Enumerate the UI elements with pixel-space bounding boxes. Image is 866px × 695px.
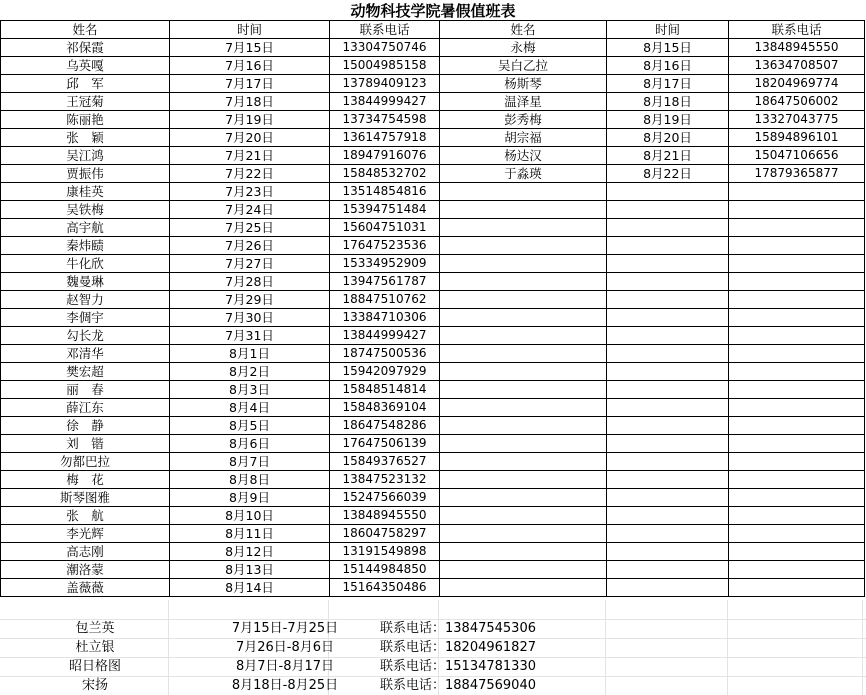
leader-phone: 联系电话：13847545306 [380, 621, 536, 636]
duty-phone-cell: 13789409123 [330, 75, 440, 93]
empty-cell [729, 183, 865, 201]
empty-cell [440, 399, 607, 417]
table-row [1, 561, 865, 579]
empty-cell [440, 471, 607, 489]
empty-cell [729, 219, 865, 237]
leader-row [0, 676, 866, 695]
sheet-title: 动物科技学院暑假值班表 [350, 2, 516, 20]
duty-name-cell: 张 颖 [1, 129, 170, 147]
duty-phone-cell: 13848945550 [330, 507, 440, 525]
leader-phone: 联系电话：15134781330 [380, 659, 536, 674]
empty-cell [440, 309, 607, 327]
duty-date-cell: 7月15日 [170, 39, 330, 57]
empty-cell [607, 219, 729, 237]
empty-cell [729, 435, 865, 453]
duty-name-cell: 高宇航 [1, 219, 170, 237]
duty-date-cell: 7月18日 [170, 93, 330, 111]
table-row [1, 75, 865, 93]
duty-phone-cell-right: 18204969774 [729, 75, 865, 93]
duty-date-cell: 8月4日 [170, 399, 330, 417]
empty-cell [440, 237, 607, 255]
duty-date-cell: 8月5日 [170, 417, 330, 435]
duty-date-cell: 8月10日 [170, 507, 330, 525]
empty-cell [607, 543, 729, 561]
duty-date-cell: 7月28日 [170, 273, 330, 291]
duty-date-cell-right: 8月20日 [607, 129, 729, 147]
duty-phone-cell: 18747500536 [330, 345, 440, 363]
duty-name-cell: 李倜宇 [1, 309, 170, 327]
empty-cell [729, 273, 865, 291]
duty-name-cell: 勾长龙 [1, 327, 170, 345]
duty-name-cell: 牛化欣 [1, 255, 170, 273]
duty-date-cell: 7月30日 [170, 309, 330, 327]
duty-date-cell: 8月6日 [170, 435, 330, 453]
duty-date-cell-right: 8月22日 [607, 165, 729, 183]
duty-date-cell: 7月22日 [170, 165, 330, 183]
leader-row [0, 619, 866, 638]
duty-name-cell: 张 航 [1, 507, 170, 525]
duty-name-cell: 秦炜赜 [1, 237, 170, 255]
empty-cell [607, 435, 729, 453]
empty-cell [440, 201, 607, 219]
duty-date-cell: 7月31日 [170, 327, 330, 345]
duty-phone-cell: 13734754598 [330, 111, 440, 129]
duty-date-cell: 7月23日 [170, 183, 330, 201]
roster-body [1, 21, 865, 597]
empty-cell [440, 291, 607, 309]
header-phone-right: 联系电话 [729, 21, 865, 39]
empty-cell [440, 543, 607, 561]
table-row [1, 435, 865, 453]
header-name-right: 姓名 [440, 21, 607, 39]
leader-name: 宋扬 [81, 678, 108, 693]
empty-cell [607, 345, 729, 363]
empty-cell [607, 507, 729, 525]
duty-name-cell: 乌英嘎 [1, 57, 170, 75]
duty-name-cell: 梅 花 [1, 471, 170, 489]
duty-name-cell-right: 彭秀梅 [440, 111, 607, 129]
duty-date-cell: 8月3日 [170, 381, 330, 399]
duty-date-cell: 7月26日 [170, 237, 330, 255]
duty-name-cell-right: 永梅 [440, 39, 607, 57]
leader-name: 昭日格图 [68, 659, 121, 674]
table-row [1, 111, 865, 129]
duty-phone-cell: 15334952909 [330, 255, 440, 273]
duty-phone-cell-right: 15894896101 [729, 129, 865, 147]
duty-phone-cell: 15848514814 [330, 381, 440, 399]
empty-cell [440, 417, 607, 435]
table-row [1, 345, 865, 363]
duty-phone-cell: 17647523536 [330, 237, 440, 255]
empty-cell [729, 525, 865, 543]
duty-phone-cell: 15247566039 [330, 489, 440, 507]
table-row [1, 309, 865, 327]
duty-name-cell: 邱 军 [1, 75, 170, 93]
table-row [1, 183, 865, 201]
duty-phone-cell: 13844999427 [330, 93, 440, 111]
duty-name-cell: 祁保霞 [1, 39, 170, 57]
empty-cell [729, 579, 865, 597]
duty-date-cell-right: 8月21日 [607, 147, 729, 165]
leader-date-range: 7月15日-7月25日 [231, 621, 339, 636]
empty-cell [607, 525, 729, 543]
duty-phone-cell: 15164350486 [330, 579, 440, 597]
duty-name-cell: 盖薇薇 [1, 579, 170, 597]
duty-phone-cell: 15004985158 [330, 57, 440, 75]
empty-cell [729, 453, 865, 471]
empty-cell [607, 363, 729, 381]
duty-name-cell: 吴铁梅 [1, 201, 170, 219]
duty-name-cell: 丽 春 [1, 381, 170, 399]
duty-date-cell: 7月16日 [170, 57, 330, 75]
duty-name-cell: 薛江东 [1, 399, 170, 417]
duty-phone-cell: 13384710306 [330, 309, 440, 327]
header-row [1, 21, 865, 39]
duty-phone-cell: 15942097929 [330, 363, 440, 381]
duty-date-cell: 8月7日 [170, 453, 330, 471]
leader-row [0, 657, 866, 676]
duty-date-cell-right: 8月19日 [607, 111, 729, 129]
duty-phone-cell: 15849376527 [330, 453, 440, 471]
duty-date-cell: 7月19日 [170, 111, 330, 129]
empty-cell [440, 507, 607, 525]
leader-phone: 联系电话：18204961827 [380, 640, 536, 655]
duty-date-cell: 7月27日 [170, 255, 330, 273]
duty-phone-cell: 13614757918 [330, 129, 440, 147]
empty-cell [729, 255, 865, 273]
duty-date-cell-right: 8月17日 [607, 75, 729, 93]
duty-date-cell: 8月8日 [170, 471, 330, 489]
duty-date-cell-right: 8月18日 [607, 93, 729, 111]
duty-phone-cell: 18847510762 [330, 291, 440, 309]
duty-name-cell-right: 杨斯琴 [440, 75, 607, 93]
empty-cell [607, 381, 729, 399]
empty-cell [729, 507, 865, 525]
empty-cell [607, 237, 729, 255]
duty-date-cell: 7月21日 [170, 147, 330, 165]
duty-date-cell: 7月25日 [170, 219, 330, 237]
duty-name-cell: 刘 锴 [1, 435, 170, 453]
empty-cell [440, 183, 607, 201]
table-row [1, 147, 865, 165]
empty-cell [440, 525, 607, 543]
duty-date-cell: 8月2日 [170, 363, 330, 381]
duty-name-cell-right: 杨达汉 [440, 147, 607, 165]
duty-name-cell: 勿都巴拉 [1, 453, 170, 471]
table-row [1, 525, 865, 543]
empty-cell [607, 399, 729, 417]
empty-cell [729, 237, 865, 255]
leader-date-range: 7月26日-8月6日 [235, 640, 335, 655]
table-row [1, 93, 865, 111]
header-time-right: 时间 [607, 21, 729, 39]
empty-cell [729, 399, 865, 417]
duty-date-cell: 7月20日 [170, 129, 330, 147]
empty-cell [729, 561, 865, 579]
empty-cell [440, 489, 607, 507]
duty-date-cell: 7月24日 [170, 201, 330, 219]
table-row [1, 327, 865, 345]
empty-cell [440, 363, 607, 381]
duty-date-cell: 8月1日 [170, 345, 330, 363]
duty-name-cell-right: 温泽星 [440, 93, 607, 111]
leader-phone: 联系电话：18847569040 [380, 678, 536, 693]
table-row [1, 291, 865, 309]
table-row [1, 363, 865, 381]
empty-cell [607, 489, 729, 507]
duty-name-cell: 高志刚 [1, 543, 170, 561]
duty-name-cell: 邓清华 [1, 345, 170, 363]
table-row [1, 453, 865, 471]
empty-cell [440, 327, 607, 345]
duty-phone-cell: 15394751484 [330, 201, 440, 219]
empty-cell [607, 579, 729, 597]
empty-cell [729, 417, 865, 435]
empty-cell [607, 201, 729, 219]
empty-cell [607, 255, 729, 273]
leader-row [0, 638, 866, 657]
duty-phone-cell-right: 13634708507 [729, 57, 865, 75]
duty-name-cell: 赵智力 [1, 291, 170, 309]
empty-cell [729, 309, 865, 327]
empty-cell [729, 201, 865, 219]
empty-cell [729, 327, 865, 345]
duty-name-cell: 李光辉 [1, 525, 170, 543]
table-row [1, 399, 865, 417]
duty-phone-cell: 15848532702 [330, 165, 440, 183]
empty-cell [440, 435, 607, 453]
empty-cell [440, 453, 607, 471]
empty-cell [607, 561, 729, 579]
empty-cell [607, 327, 729, 345]
duty-date-cell: 8月11日 [170, 525, 330, 543]
empty-cell [729, 345, 865, 363]
duty-phone-cell: 13191549898 [330, 543, 440, 561]
duty-date-cell: 7月17日 [170, 75, 330, 93]
table-row [1, 489, 865, 507]
duty-name-cell-right: 吴白乙拉 [440, 57, 607, 75]
empty-cell [440, 345, 607, 363]
table-row [1, 273, 865, 291]
leader-date-range: 8月18日-8月25日 [231, 678, 339, 693]
duty-phone-cell: 18647548286 [330, 417, 440, 435]
empty-cell [440, 273, 607, 291]
empty-cell [729, 381, 865, 399]
duty-name-cell: 樊宏超 [1, 363, 170, 381]
empty-cell [729, 291, 865, 309]
duty-name-cell: 陈丽艳 [1, 111, 170, 129]
duty-phone-cell-right: 13848945550 [729, 39, 865, 57]
empty-cell [729, 489, 865, 507]
empty-cell [440, 561, 607, 579]
empty-cell [440, 579, 607, 597]
duty-date-cell: 8月12日 [170, 543, 330, 561]
table-row [1, 381, 865, 399]
duty-phone-cell: 15848369104 [330, 399, 440, 417]
empty-cell [729, 363, 865, 381]
duty-name-cell: 潮洛蒙 [1, 561, 170, 579]
empty-cell [440, 381, 607, 399]
table-row [1, 237, 865, 255]
duty-name-cell: 斯琴图雅 [1, 489, 170, 507]
table-row [1, 543, 865, 561]
header-phone: 联系电话 [330, 21, 440, 39]
empty-cell [440, 219, 607, 237]
leader-name: 包兰英 [75, 621, 115, 636]
duty-date-cell-right: 8月15日 [607, 39, 729, 57]
empty-cell [607, 471, 729, 489]
duty-name-cell: 康桂英 [1, 183, 170, 201]
table-row [1, 219, 865, 237]
duty-phone-cell: 13844999427 [330, 327, 440, 345]
table-row [1, 201, 865, 219]
duty-date-cell: 7月29日 [170, 291, 330, 309]
duty-phone-cell: 15144984850 [330, 561, 440, 579]
duty-phone-cell-right: 18647506002 [729, 93, 865, 111]
duty-phone-cell: 13947561787 [330, 273, 440, 291]
table-row [1, 57, 865, 75]
duty-name-cell: 王冠菊 [1, 93, 170, 111]
duty-phone-cell: 18604758297 [330, 525, 440, 543]
table-row [1, 165, 865, 183]
empty-cell [440, 255, 607, 273]
empty-cell [729, 471, 865, 489]
duty-phone-cell-right: 13327043775 [729, 111, 865, 129]
table-row [1, 471, 865, 489]
header-time: 时间 [170, 21, 330, 39]
duty-name-cell: 徐 静 [1, 417, 170, 435]
duty-phone-cell: 13514854816 [330, 183, 440, 201]
leader-name: 杜立银 [75, 640, 115, 655]
table-row [1, 129, 865, 147]
table-row [1, 417, 865, 435]
duty-phone-cell: 15604751031 [330, 219, 440, 237]
duty-phone-cell-right: 17879365877 [729, 165, 865, 183]
duty-name-cell: 贾振伟 [1, 165, 170, 183]
table-row [1, 579, 865, 597]
empty-cell [607, 417, 729, 435]
duty-date-cell: 8月14日 [170, 579, 330, 597]
duty-date-cell: 8月13日 [170, 561, 330, 579]
duty-name-cell-right: 胡宗福 [440, 129, 607, 147]
duty-name-cell: 魏曼琳 [1, 273, 170, 291]
empty-cell [607, 309, 729, 327]
leader-date-range: 8月7日-8月17日 [235, 659, 335, 674]
duty-phone-cell: 18947916076 [330, 147, 440, 165]
empty-cell [607, 453, 729, 471]
table-row [1, 507, 865, 525]
duty-roster-table [0, 20, 865, 597]
table-row [1, 39, 865, 57]
empty-cell [607, 291, 729, 309]
duty-phone-cell-right: 15047106656 [729, 147, 865, 165]
empty-cell [729, 543, 865, 561]
duty-name-cell: 吴江鸿 [1, 147, 170, 165]
duty-phone-cell: 17647506139 [330, 435, 440, 453]
table-row [1, 255, 865, 273]
duty-phone-cell: 13847523132 [330, 471, 440, 489]
empty-cell [607, 273, 729, 291]
duty-date-cell-right: 8月16日 [607, 57, 729, 75]
duty-name-cell-right: 于淼瑛 [440, 165, 607, 183]
header-name: 姓名 [1, 21, 170, 39]
duty-phone-cell: 13304750746 [330, 39, 440, 57]
empty-cell [607, 183, 729, 201]
duty-date-cell: 8月9日 [170, 489, 330, 507]
